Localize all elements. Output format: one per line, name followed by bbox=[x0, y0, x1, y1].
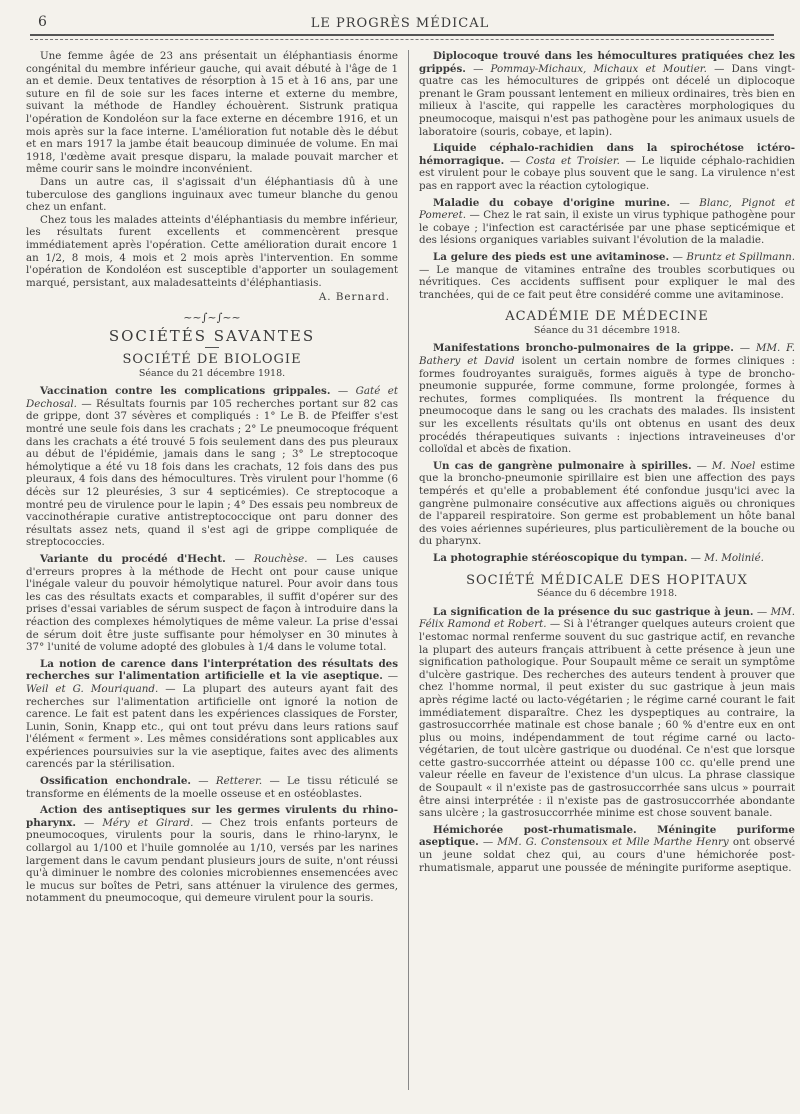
article bbox=[419, 552, 795, 565]
article bbox=[419, 142, 795, 192]
article-body: — Le liquide céphalo-rachidien est virulent pour le cobaye plus souvent que le sang. La virulence n'est pas en rapport avec la réaction cytologique. bbox=[419, 154, 795, 192]
article-authors: — Méry et Girard. bbox=[84, 816, 194, 829]
article bbox=[26, 553, 398, 654]
article-authors: — MM. G. Constensoux et Mlle Marthe Henry bbox=[482, 836, 729, 849]
article bbox=[419, 460, 795, 548]
divider bbox=[205, 347, 219, 348]
section-title: SOCIÉTÉS SAVANTES bbox=[108, 327, 316, 346]
article bbox=[419, 342, 795, 455]
left-column bbox=[26, 50, 398, 905]
article bbox=[419, 251, 795, 301]
article-authors: — MM. F. Bathery et David bbox=[419, 342, 795, 368]
article bbox=[26, 804, 398, 905]
article-title: La notion de carence dans l'interprétation des résultats des recherches sur l'alimentation artificielle et la vie aseptique. bbox=[26, 657, 398, 683]
running-title: LE PROGRÈS MÉDICAL bbox=[310, 16, 490, 31]
article-authors: — Weil et G. Mouriquand. bbox=[26, 670, 398, 695]
article bbox=[419, 197, 795, 247]
ornament-divider: ~~∫~∫~~ bbox=[183, 310, 241, 324]
seance-date: Séance du 21 décembre 1918. bbox=[138, 367, 286, 379]
paragraph: Chez tous les malades atteints d'éléphantiasis du membre inférieur, les résultats furent excellents et commencèrent presque immédiatement après l'opération. Cette amélioration durait encore 1 an 1/2, 8 mois, 4 mois et 2 mois après l'intervention. En somme l'opération de Kondoléon est susceptible d'apporter un soulagement marqué, persistant, aux maladesatteints d'éléphantiasis. bbox=[26, 213, 398, 289]
article bbox=[26, 385, 398, 549]
society-heading: ACADÉMIE DE MÉDECINE bbox=[505, 309, 709, 325]
seance-date: Séance du 6 décembre 1918. bbox=[536, 588, 678, 600]
society-heading: SOCIÉTÉ DE BIOLOGIE bbox=[122, 352, 302, 368]
header-rule bbox=[30, 34, 774, 36]
article-authors: — MM. Félix Ramond et Robert. bbox=[419, 605, 795, 631]
article-title: Liquide céphalo-rachidien dans la spirochétose ictéro-hémorragique. bbox=[419, 142, 795, 167]
article-title: Un cas de gangrène pulmonaire à spirilles. bbox=[433, 459, 692, 472]
article-title: Variante du procédé d'Hecht. bbox=[40, 552, 226, 565]
article-title: Ossification enchondrale. bbox=[40, 775, 192, 788]
article-authors: — M. Molinié. bbox=[690, 551, 764, 564]
header-rule-dashed bbox=[30, 39, 774, 40]
page-number: 6 bbox=[38, 14, 47, 30]
article-title: La gelure des pieds est une avitaminose. bbox=[433, 250, 670, 263]
article-title: Vaccination contre les complications grippales. bbox=[40, 385, 331, 398]
article-body: — Si à l'étranger quelques auteurs croient que l'estomac normal renferme souvent du suc gastrique actif, en revanche la plupart des auteurs français attribuent à cette présence à jeun une signification pathologique. Pour Soupault même ce serait un symptôme d'ulcère gastrique. Des recherches des auteurs tendent à prouver que chez l'homme normal, il peut exister du suc gastrique à jeun mais après régime lacté ou lacto-végétarien ; le régime carné courant le fait immédiatement disparaître. Chez les dyspeptiques au contraire, la gastrosuccorrhée matinale est chose banale ; 60 % d'entre eux en ont plus ou moins, indépendamment de tout régime carné ou lacto-végétarien, de tout ulcère gastrique ou duodénal. Ce n'est que lorsque cette gastro-succorrhée atteint ou dépasse 100 cc. qu'elle prend une valeur réelle en faveur de l'existence d'un ulcus. La phrase classique de Soupault « il n'existe pas de gastrosuccorrhée sans ulcus » pourrait être ainsi interprétée : il n'existe pas de gastrosuccorrhée abondante sans ulcère ; la gastrosuccorrhée minime est chose souvent banale. bbox=[419, 618, 796, 820]
article-authors: — Blanc, Pignot et Pomeret. bbox=[419, 196, 795, 222]
seance-date: Séance du 31 décembre 1918. bbox=[533, 324, 681, 336]
article-title: Maladie du cobaye d'origine murine. bbox=[433, 196, 670, 209]
article-authors: — Bruntz et Spillmann. bbox=[672, 250, 795, 263]
paragraph: Une femme âgée de 23 ans présentait un éléphantiasis énorme congénital du membre inférieur gauche, qui avait débuté à l'âge de 1 an et demie. Deux tentatives de résorption à 15 et à 16 ans, par une suture en fil de soie sur les faces interne et externe du membre, suivant la méthode de Handley échouèrent. Sistrunk pratiqua l'opération de Kondoléon sur la face externe en décembre 1916, et un mois après sur la face interne. L'amélioration fut notable dès le début et en mars 1917 la jambe était beaucoup diminuée de volume. En mai 1918, l'œdème avait presque disparu, la malade pouvait marcher et même courir sans le moindre inconvénient. bbox=[26, 50, 398, 176]
author-signature: A. Bernard. bbox=[318, 291, 390, 304]
article-body: — Les causes d'erreurs propres à la méthode de Hecht ont pour cause unique l'inégale valeur du pouvoir hémolytique naturel. Pour avoir dans tous les cas des résultats exacts et comparables, il suffit d'opérer sur des prises d'essai variables de sérum suspect de façon à introduire dans la réaction des complexes hémolytiques de même valeur. La prise d'essai de sérum doit être juste suffisante pour hémolyser en 30 minutes à 37° l'unité de volume adopté des globules à 1/4 dans le volume total. bbox=[26, 552, 398, 654]
article bbox=[26, 658, 398, 771]
article-title: La photographie stéréoscopique du tympan. bbox=[433, 551, 688, 564]
article-body: — Chez trois enfants porteurs de pneumocoques, virulents pour la souris, dans le rhino-larynx, le collargol au 1/100 et l'huile gomnolée au 1/10, versés par les narines largement dans le cavum pendant plusieurs jours de suite, n'ont réussi qu'à diminuer le nombre des colonies microbiennes ensemencées avec le mucus sur boîtes de Petri, sans atténuer la virulence des germes, notamment du pneumocoque, qui demeure virulent pour la souris. bbox=[26, 816, 399, 905]
society-heading: SOCIÉTÉ MÉDICALE DES HOPITAUX bbox=[466, 572, 748, 588]
article-body: estime que la broncho-pneumonie spirillaire est bien une affection des pays tempérés et qu'elle a probablement été confondue jusqu'ici avec la gangrène pulmonaire consécutive aux affections aiguës ou chroniques de l'appareil respiratoire. Son germe est probablement un hôte banal des voies aériennes supérieures, plus particulièrement de la bouche ou du pharynx. bbox=[419, 459, 795, 548]
column-divider bbox=[408, 50, 409, 1090]
paragraph: Dans un autre cas, il s'agissait d'un éléphantiasis dû à une tuberculose des ganglions inguinaux avec tumeur blanche du genou chez un enfant. bbox=[26, 175, 398, 214]
article-body: — Le manque de vitamines entraîne des troubles scorbutiques ou névritiques. Ces accidents suffisent pour expliquer le mal des tranchées, qui de ce fait peut être considéré comme une avitaminose. bbox=[419, 263, 795, 301]
article bbox=[419, 824, 795, 874]
article-authors: — Pommay-Michaux, Michaux et Moutier. bbox=[473, 62, 707, 75]
article-body: — Dans vingt-quatre cas les hémocultures de grippés ont décelé un diplocoque prenant le Gram poussant lentement en milieux ordinaires, très bien en milieux à l'ascite, qui rappelle les caractères morphologiques du pneumocoque, maisqui n'est pas pathogène pour les animaux usuels de laboratoire (souris, cobaye, et lapin). bbox=[419, 62, 795, 138]
article-body: — La plupart des auteurs ayant fait des recherches sur l'alimentation artificielle ont ignoré la notion de carence. Le fait est patent dans les expériences classiques de Forster, Lunin, Sonin, Knapp etc., qui ont tout prévu dans leurs rations sauf l'élément « ferment ». Les mêmes considérations sont applicables aux expériences poursuivies sur la vie aseptique, faites avec des aliments carencés par la stérilisation. bbox=[26, 682, 398, 771]
article-title: La signification de la présence du suc gastrique à jeun. bbox=[433, 605, 754, 618]
article-authors: — Gaté et Dechosal. bbox=[26, 385, 398, 410]
article-title: Manifestations broncho-pulmonaires de la grippe. bbox=[433, 342, 734, 355]
article-body: isolent un certain nombre de formes cliniques : formes foudroyantes suraiguës, formes aiguës à type de broncho-pneumonie suppurée, forme commune, forme prolongée, formes à rechutes, formes compliquées. Ils montrent la fréquence du pneumocoque dans le sang ou les crachats des malades. Ils insistent sur les excellents résultats qu'ils ont obtenus en usant des deux procédés thérapeutiques suivants : injections intraveineuses d'or colloïdal et abcès de fixation. bbox=[419, 355, 795, 456]
article-body: ont observé un jeune soldat chez qui, au cours d'une hémichorée post-rhumatismale, apparut une poussée de méningite puriforme aseptique. bbox=[419, 836, 795, 874]
article bbox=[419, 50, 795, 138]
article-body: — Chez le rat sain, il existe un virus typhique pathogène pour le cobaye ; l'infection est caractérisée par une phase septicémique et des lésions organiques variables suivant l'évolution de la maladie. bbox=[419, 209, 795, 247]
article-title: Diplocoque trouvé dans les hémocultures pratiquées chez les grippés. bbox=[419, 50, 795, 75]
article-authors: — Rouchèse. bbox=[234, 552, 308, 565]
article-title: Hémichorée post-rhumatismale. Méningite puriforme aseptique. bbox=[419, 823, 795, 849]
article-authors: — M. Noel bbox=[696, 459, 756, 472]
article-authors: — Retterer. bbox=[198, 775, 263, 788]
article-body: — Le tissu réticulé se transforme en éléments de la moelle osseuse et en ostéoblastes. bbox=[26, 775, 399, 800]
right-column bbox=[419, 50, 795, 874]
article-title: Action des antiseptiques sur les germes virulents du rhino-pharynx. bbox=[26, 804, 398, 829]
article-body: — Résultats fournis par 105 recherches portant sur 82 cas de grippe, dont 37 sévères et compliqués : 1° Le B. de Pfeiffer s'est montré une seule fois dans les crachats ; 2° Le pneumocoque fréquent dans les crachats a été trouvé 5 fois seulement dans des pus pleuraux au début de l'épidémie, jamais dans le sang ; 3° Le streptocoque hémolytique a été vu 18 fois dans les crachats, 12 fois dans des pus pleuraux, 4 fois dans des hémocultures. Très virulent pour l'homme (6 décès sur 12 pleurésies, 3 sur 4 septicémies). Ce streptocoque a montré peu de virulence pour le lapin ; 4° Des essais peu nombreux de vaccinothérapie curative antistreptococcique ont paru donner des résultats assez nets, quand il s'est agi de grippe compliquée de streptococcies. bbox=[26, 397, 398, 549]
article bbox=[26, 775, 398, 800]
article-authors: — Costa et Troisier. bbox=[509, 154, 620, 167]
article bbox=[419, 606, 795, 820]
